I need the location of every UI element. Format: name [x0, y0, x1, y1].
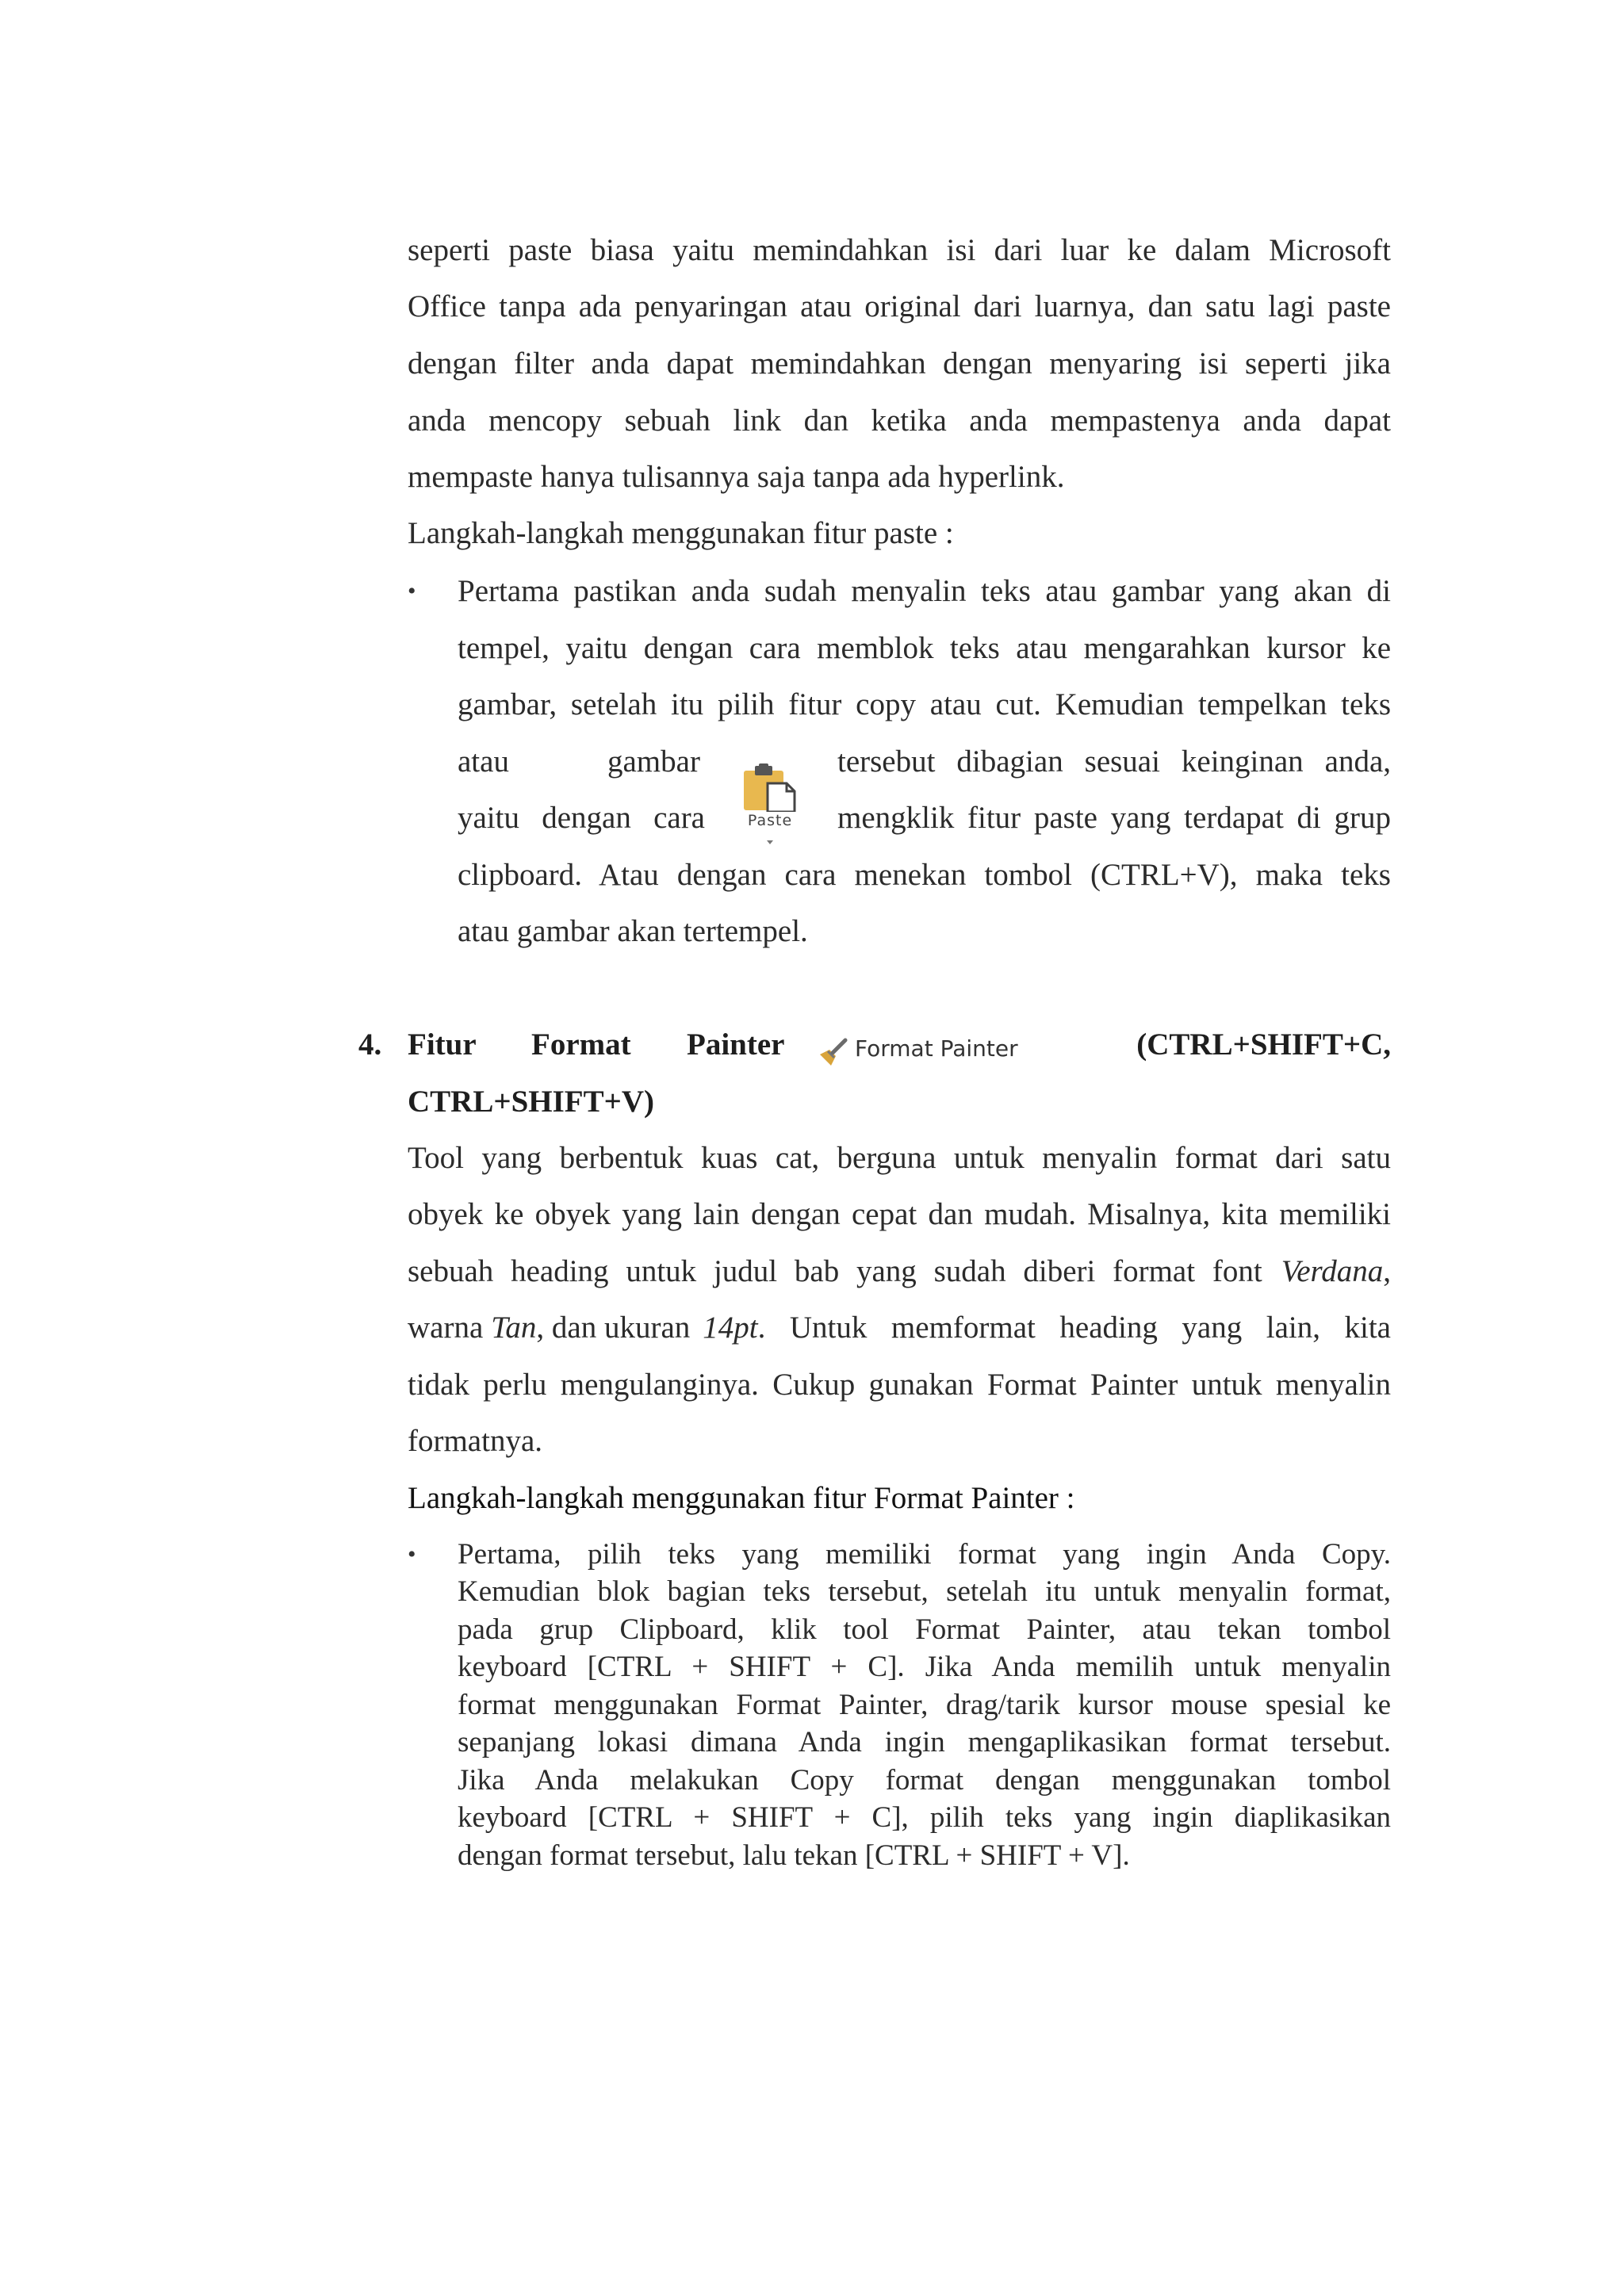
- fp-desc-line-2: obyek ke obyek yang lain dengan cepat dan mudah. Misalnya, kita memiliki: [408, 1197, 1391, 1231]
- paste-bullet-line-4b: gambar: [607, 744, 700, 779]
- paste-bullet-line-4c: tersebut dibagian sesuai keinginan anda,: [837, 744, 1391, 779]
- color-name-tan: Tan: [491, 1311, 537, 1345]
- section-shortcut-2: CTRL+SHIFT+V): [408, 1085, 654, 1119]
- intro-line-1: seperti paste biasa yaitu memindahkan isi dari luar ke dalam Microsoft: [408, 233, 1391, 267]
- paste-bullet-line-2: tempel, yaitu dengan cara memblok teks atau mengarahkan kursor ke: [458, 631, 1391, 665]
- intro-line-2: Office tanpa ada penyaringan atau original dari luarnya, dan satu lagi paste: [408, 289, 1391, 323]
- fp-desc-line-3: [408, 1254, 1391, 1289]
- intro-line-5: mempaste hanya tulisannya saja tanpa ada hyperlink.: [408, 460, 1065, 494]
- fp-bullet-line-8: keyboard [CTRL + SHIFT + C], pilih teks yang ingin diaplikasikan: [458, 1801, 1391, 1834]
- paste-bullet-line-3: gambar, setelah itu pilih fitur copy atau cut. Kemudian tempelkan teks: [458, 687, 1391, 721]
- paste-bullet-line-4a: atau: [458, 744, 509, 779]
- fp-bullet-line-6: sepanjang lokasi dimana Anda ingin mengaplikasikan format tersebut.: [458, 1726, 1391, 1758]
- paste-bullet-line-1: Pertama pastikan anda sudah menyalin teks atau gambar yang akan di: [458, 574, 1391, 608]
- fp-bullet-line-1: Pertama, pilih teks yang memiliki format yang ingin Anda Copy.: [458, 1538, 1391, 1571]
- fp-bullet-line-2: Kemudian blok bagian teks tersebut, setelah itu untuk menyalin format,: [458, 1575, 1391, 1608]
- fp-bullet-line-4: keyboard [CTRL + SHIFT + C]. Jika Anda memilih untuk menyalin: [458, 1651, 1391, 1683]
- paste-bullet-line-7: atau gambar akan tertempel.: [458, 914, 808, 948]
- fp-desc-line-4c: , dan ukuran: [536, 1311, 691, 1345]
- section-title-word-3: Painter: [687, 1027, 785, 1062]
- fp-desc-line-1: Tool yang berbentuk kuas cat, berguna untuk menyalin format dari satu: [408, 1141, 1391, 1175]
- clipboard-icon: [736, 763, 804, 812]
- format-painter-icon-button[interactable]: [815, 1032, 1029, 1069]
- paste-steps-heading: Langkah-langkah menggunakan fitur paste :: [408, 516, 954, 550]
- fp-desc-line-6: formatnya.: [408, 1424, 543, 1458]
- section-shortcut-1: (CTRL+SHIFT+C,: [1136, 1027, 1391, 1062]
- fp-bullet-line-5: format menggunakan Format Painter, drag/tarik kursor mouse spesial ke: [458, 1689, 1391, 1721]
- paste-icon-label: Paste: [747, 812, 793, 829]
- fp-desc-line-4: [408, 1311, 1391, 1345]
- fp-desc-line-3a: sebuah heading untuk judul bab yang sudah diberi format font: [408, 1254, 1262, 1288]
- section-title-word-1: Fitur: [408, 1027, 477, 1062]
- paste-icon[interactable]: [736, 763, 804, 848]
- fp-bullet-line-9: dengan format tersebut, lalu tekan [CTRL + SHIFT + V].: [458, 1839, 1130, 1872]
- bullet-marker: •: [408, 1541, 416, 1567]
- font-size-14pt: 14pt: [703, 1311, 758, 1345]
- section-number: 4.: [358, 1027, 382, 1062]
- fp-desc-line-4e: . Untuk memformat heading yang lain, kita: [757, 1311, 1391, 1345]
- fp-desc-line-5: tidak perlu mengulanginya. Cukup gunakan Format Painter untuk menyalin: [408, 1368, 1391, 1402]
- format-painter-icon-label: Format Painter: [855, 1035, 1018, 1062]
- fp-bullet-line-7: Jika Anda melakukan Copy format dengan menggunakan tombol: [458, 1764, 1391, 1797]
- paintbrush-icon: [815, 1032, 852, 1069]
- section-title-word-2: Format: [531, 1027, 631, 1062]
- bullet-marker: •: [408, 578, 416, 604]
- paste-bullet-line-6: clipboard. Atau dengan cara menekan tombol (CTRL+V), maka teks: [458, 858, 1391, 892]
- paste-bullet-line-5c: mengklik fitur paste yang terdapat di grup: [837, 801, 1391, 835]
- fp-bullet-line-3: pada grup Clipboard, klik tool Format Painter, atau tekan tombol: [458, 1613, 1391, 1646]
- intro-line-4: anda mencopy sebuah link dan ketika anda mempastenya anda dapat: [408, 404, 1391, 438]
- fp-desc-line-4a: warna: [408, 1311, 484, 1345]
- fp-desc-line-3c: ,: [1383, 1254, 1391, 1288]
- intro-line-3: dengan filter anda dapat memindahkan dengan menyaring isi seperti jika: [408, 346, 1391, 381]
- chevron-down-icon: [736, 837, 804, 848]
- paste-bullet-line-5a: yaitu dengan cara: [458, 801, 705, 835]
- font-name-verdana: Verdana: [1281, 1254, 1384, 1288]
- fp-steps-heading: Langkah-langkah menggunakan fitur Format Painter :: [408, 1481, 1075, 1515]
